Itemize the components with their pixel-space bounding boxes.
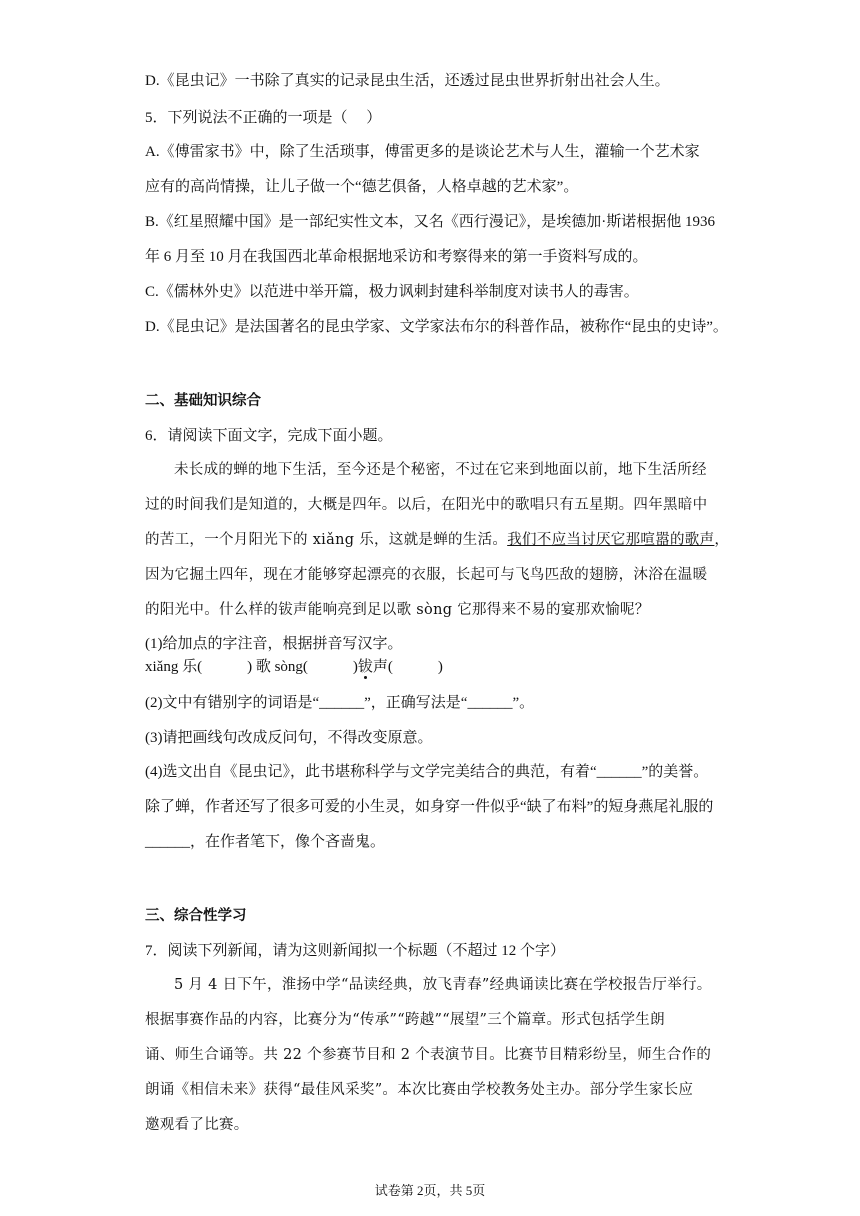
passage-line-3-text: 的苦工，一个月阳光下的 xiǎng 乐，这就是蝉的生活。	[145, 532, 508, 548]
passage-line-5: 的阳光中。什么样的钹声能响亮到足以歌 sòng 它那得来不易的宴那欢愉呢？	[145, 602, 650, 618]
question-7-stem: 7．阅读下列新闻，请为这则新闻拟一个标题（不超过 12 个字）	[145, 943, 566, 959]
passage-line-4: 因为它掘土四年，现在才能够穿起漂亮的衣服，长起可与飞鸟匹敌的翅膀，沐浴在温暖	[145, 567, 708, 583]
underlined-sentence: 我们不应当讨厌它那喧嚣的歌声	[507, 532, 715, 548]
news-line-5: 邀观看了比赛。	[145, 1117, 249, 1133]
q5-option-b-line1: B.《红星照耀中国》是一部纪实性文本，又名《西行漫记》，是埃德加·斯诺根据他 1936	[145, 214, 716, 230]
sub-question-4-line3: ______，在作者笔下，像个吝啬鬼。	[145, 834, 386, 850]
sub-question-3: (3)请把画线句改成反问句，不得改变原意。	[145, 730, 433, 746]
question-6-stem: 6．请阅读下面文字，完成下面小题。	[145, 428, 393, 444]
q5-option-d: D.《昆虫记》是法国著名的昆虫学家、文学家法布尔的科普作品，被称作“昆虫的史诗”。	[145, 319, 728, 335]
news-line-3: 诵、师生合诵等。共 22 个参赛节目和 2 个表演节目。比赛节目精彩纷呈，师生合作的	[145, 1047, 712, 1063]
q5-option-a-line2: 应有的高尚情操，让儿子做一个“德艺俱备，人格卓越的艺术家”。	[145, 179, 579, 195]
section-3-heading: 三、综合性学习	[145, 908, 247, 924]
dotted-character-blank: 声( )	[372, 659, 443, 675]
page-footer: 试卷第 2页，共 5页	[374, 1183, 486, 1198]
sub-question-2: (2)文中有错别字的词语是“______”，正确写法是“______”。	[145, 695, 535, 711]
passage-line-1: 未长成的蝉的地下生活，至今还是个秘密，不过在它来到地面以前，地下生活所经	[174, 462, 707, 478]
q5-option-b-line2: 年 6 月至 10 月在我国西北革命根据地采访和考察得来的第一手资料写成的。	[145, 249, 648, 265]
q5-option-a-line1: A.《傅雷家书》中，除了生活琐事，傅雷更多的是谈论艺术与人生，灌输一个艺术家	[145, 144, 700, 160]
question-5-stem: 5．下列说法不正确的一项是（ ）	[145, 110, 382, 126]
q5-option-c: C.《儒林外史》以范进中举开篇，极力讽刺封建科举制度对读书人的毒害。	[145, 284, 639, 300]
sub-question-4-line1: (4)选文出自《昆虫记》，此书堪称科学与文学完美结合的典范，有着“______”的美誉。	[145, 764, 709, 780]
pinyin-blanks: xiǎng 乐( ) 歌 sòng( )	[145, 659, 358, 675]
passage-line-3	[145, 530, 729, 550]
passage-line-3-comma: ，	[714, 532, 730, 548]
news-line-4: 朗诵《相信未来》获得“最佳风采奖”。本次比赛由学校教务处主办。部分学生家长应	[145, 1082, 694, 1098]
dotted-character: 钹	[357, 659, 373, 675]
sub-question-1: (1)给加点的字注音，根据拼音写汉字。	[145, 636, 403, 652]
q4-option-d: D.《昆虫记》一书除了真实的记录昆虫生活，还透过昆虫世界折射出社会人生。	[145, 73, 670, 89]
news-line-2: 根据事赛作品的内容，比赛分为“传承”“跨越”“展望”三个篇章。形式包括学生朗	[145, 1012, 665, 1028]
sub-question-1-blanks	[145, 657, 443, 677]
passage-line-2: 过的时间我们是知道的，大概是四年。以后，在阳光中的歌唱只有五星期。四年黑暗中	[145, 497, 708, 513]
sub-question-4-line2: 除了蝉，作者还写了很多可爱的小生灵，如身穿一件似乎“缺了布料”的短身燕尾礼服的	[145, 799, 714, 815]
section-2-heading: 二、基础知识综合	[145, 393, 261, 409]
news-line-1: 5 月 4 日下午，淮扬中学“品读经典，放飞青春”经典诵读比赛在学校报告厅举行。	[174, 977, 712, 993]
